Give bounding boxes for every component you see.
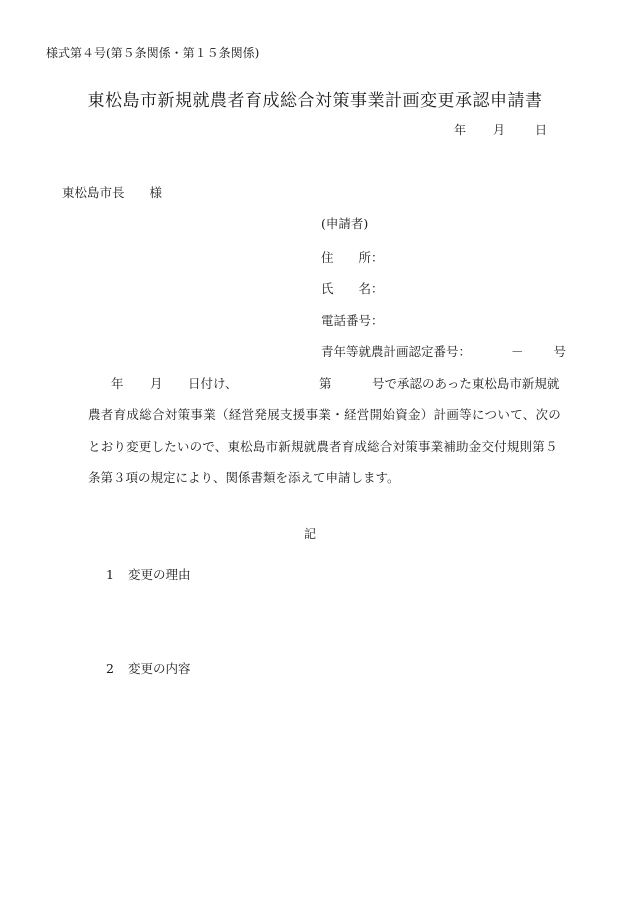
applicant-cert-label: 青年等就農計画認定番号： xyxy=(321,344,472,359)
date-year-label: 年 xyxy=(454,123,467,137)
body-line-3: とおり変更したいので、東松島市新規就農者育成総合対策事業補助金交付規則第５ xyxy=(88,439,558,454)
item-number: 2 xyxy=(106,661,114,676)
body-line-2: 農者育成総合対策事業（経営発展支援事業・経営開始資金）計画等について、次の xyxy=(88,407,562,422)
body-month-label: 月 xyxy=(150,376,163,391)
date-month-label: 月 xyxy=(493,123,506,137)
addressee: 東松島市長 様 xyxy=(62,185,163,200)
body-dai-label: 第 xyxy=(319,376,332,391)
ki-marker: 記 xyxy=(303,527,316,541)
applicant-cert-suffix: 号 xyxy=(553,344,567,359)
body-line-1 xyxy=(88,374,568,394)
applicant-address-label: 住 所： xyxy=(321,250,384,265)
applicant-heading: (申請者) xyxy=(321,216,369,231)
applicant-cert-dash: － xyxy=(511,344,524,359)
body-dated-label: 日付け、 xyxy=(188,376,238,391)
document-title: 東松島市新規就農者育成総合対策事業計画変更承認申請書 xyxy=(87,91,543,111)
applicant-name-label: 氏 名： xyxy=(321,281,384,296)
body-line-4: 条第３項の規定により、関係書類を添えて申請します。 xyxy=(88,470,400,485)
date-day-label: 日 xyxy=(535,123,548,137)
applicant-cert-row xyxy=(321,342,566,360)
form-number: 様式第４号(第５条関係・第１５条関係) xyxy=(46,46,260,60)
item-number: 1 xyxy=(106,567,114,582)
item-label: 変更の理由 xyxy=(128,567,191,582)
item-change-reason xyxy=(106,565,191,583)
applicant-phone-label: 電話番号： xyxy=(321,313,384,328)
item-label: 変更の内容 xyxy=(128,661,191,676)
body-line-1-rest: 号で承認のあった東松島市新規就 xyxy=(372,376,560,391)
body-year-label: 年 xyxy=(111,376,124,391)
item-change-content xyxy=(106,659,191,677)
